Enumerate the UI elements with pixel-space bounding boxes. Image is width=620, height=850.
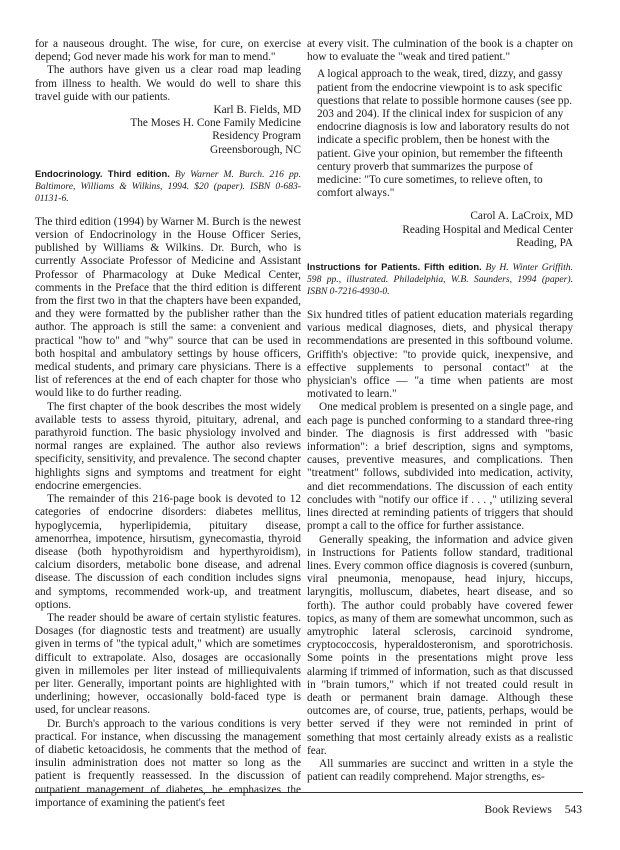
quote-text: A logical approach to the weak, tired, dizzy, and gassy patient from the endocrine viewpoint is to ask specific questions that relate to possible hormone causes (see pp. 203 and 204). If the clinical index for suspicion of any endocrine diagnosis is low and laboratory results do not indicate a specific problem, then be honest with the patient. Give your opinion, but remember the fifteenth century proverb that summarizes the purpose of medicine: "To cure sometimes, to relieve often, to comfort always." (317, 68, 573, 200)
footer-rule (35, 792, 583, 793)
paragraph: Dr. Burch's approach to the various conditions is very practical. For instance, when discussing the management of diabetic ketoacidosis, he comments that the method of insulin administration does not matter so long as the patient is frequently reassessed. In the discussion of outpatient management of diabetes, he emphasizes the importance of examining the patient's feet (35, 717, 301, 809)
review-citation: By H. Winter Griffith. 598 pp., illustrated. Philadelphia, W.B. Saunders, 1994 (paper). ISBN 0-7216-4930-0. (307, 262, 573, 298)
page-number: 543 (564, 804, 582, 816)
paragraph: All summaries are succinct and written in a style the patient can readily comprehend. Major strengths, es- (307, 757, 573, 784)
left-column (35, 38, 301, 810)
running-footer-section: Book Reviews (484, 804, 552, 816)
right-column (307, 38, 573, 784)
review-heading (307, 261, 573, 298)
signature-affiliation: The Moses H. Cone Family Medicine (130, 117, 301, 130)
paragraph: Six hundred titles of patient education materials regarding various medical diagnoses, diets, and physical therapy recommendations are presented in this softbound volume. Griffith's objective: "to provide quick, inexpensive, and effective supplements to personal contact" at the physician's office — "a time when patients are most motivated to learn." (307, 309, 573, 401)
paragraph: The third edition (1994) by Warner M. Burch is the newest version of Endocrinology in the House Officer Series, published by Williams & Wilkins. Dr. Burch, who is currently Associate Professor of Medicine and Assistant Professor of Pharmacology at Duke Medical Center, comments in the Preface that the third edition is different from the first two in that the chapters have been expanded, and they were formatted by the publisher rather than the author. The approach is still the same: a convenient and practical "how to" and "why" source that can be used in both hospital and ambulatory settings by house officers, medical students, and primary care physicians. There is a list of references at the end of each chapter for those who would like to do further reading. (35, 215, 301, 400)
paragraph: Generally speaking, the information and advice given in Instructions for Patients follow standard, traditional lines. Every common office diagnosis is covered (sunburn, viral pneumonia, menopause, head injury, hiccups, laryngitis, molluscum, diabetes, heart disease, and so forth). The author could probably have covered fewer topics, as many of them are somewhat uncommon, such as amytrophic lateral sclerosis, carcinoid syndrome, cryptococcosis, hyperaldosteronism, and sporotrichosis. Some points in the presentations might prove less alarming if trimmed of information, such as that discussed in "brain tumors," which if not treated could result in death or permanent brain damage. Although these outcomes are, of course, true, patients, perhaps, would be better served if they were not reminded in print of something that most certainly already exists as a realistic fear. (307, 533, 573, 757)
review-heading (35, 168, 301, 205)
paragraph: The remainder of this 216-page book is devoted to 12 categories of endocrine disorders: diabetes mellitus, hypoglycemia, hyperlipidemia, pituitary disease, amenorrhea, impotence, hirsutism, gynecomastia, thyroid disease (both hypothyroidism and hyperthyroidism), calcium disorders, metabolic bone disease, and adrenal disease. The discussion of each condition includes signs and symptoms, recommended work-up, and treatment options. (35, 493, 301, 611)
signature-location: Reading, PA (516, 236, 573, 249)
signature-name: Carol A. LaCroix, MD (470, 210, 573, 223)
signature-name: Karl B. Fields, MD (213, 104, 301, 117)
paragraph: The reader should be aware of certain stylistic features. Dosages (for diagnostic tests and treatment) are usually given in terms of "the typical adult," which are sometimes difficult to extrapolate. Also, dosages are occasionally given in millemoles per liter instead of milliequivalents per liter. Generally, important points are highlighted with underlining; however, occasionally bold-faced type is used, for unclear reasons. (35, 611, 301, 717)
paragraph: The authors have given us a clear road map leading from illness to health. We would do well to share this travel guide with our patients. (35, 64, 301, 103)
paragraph: at every visit. The culmination of the book is a chapter on how to evaluate the "weak and tired patient." (307, 38, 573, 64)
paragraph: for a nauseous drought. The wise, for cure, on exercise depend; God never made his work for man to mend." (35, 38, 301, 64)
review-title: Endocrinology. Third edition. (35, 167, 170, 179)
paragraph: The first chapter of the book describes the most widely available tests to assess thyroid, pituitary, adrenal, and parathyroid function. The basic physiology involved and normal ranges are explained. The author also reviews specificity, sensitivity, and prevalence. The second chapter highlights signs and symptoms and treatment for eight endocrine emergencies. (35, 400, 301, 492)
signature-location: Greensborough, NC (210, 143, 301, 156)
paragraph: One medical problem is presented on a single page, and each page is punched conforming to a standard three-ring binder. The diagnosis is first addressed with "basic information": a brief description, signs and symptoms, causes, preventive measures, and complications. Then "treatment" follows, subdivided into medication, activity, and diet recommendations. The discussion of each entity concludes with "notify our office if . . . ," utilizing several lines directed at reminding patients of triggers that should prompt a call to the office for further assistance. (307, 401, 573, 533)
signature-affiliation: Reading Hospital and Medical Center (402, 223, 573, 236)
block-quote (317, 68, 573, 200)
review-title: Instructions for Patients. Fifth edition. (307, 261, 482, 273)
signature-affiliation: Residency Program (212, 130, 301, 143)
review-citation: By Warner M. Burch. 216 pp. Baltimore, Williams & Wilkins, 1994. $20 (paper). ISBN 0-683-01131-6. (35, 168, 301, 204)
page-footer (474, 804, 582, 816)
